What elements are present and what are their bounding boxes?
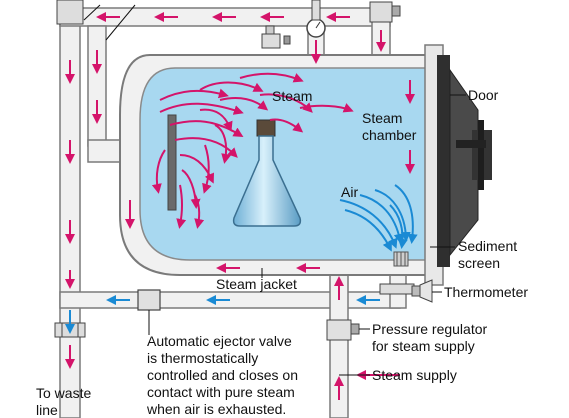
label-sediment-2: screen bbox=[458, 255, 501, 271]
ejector-valve bbox=[138, 290, 160, 310]
label-steam-chamber-2: chamber bbox=[362, 127, 417, 143]
top-left-valve bbox=[57, 0, 83, 24]
top-valve bbox=[262, 26, 290, 48]
label-steam-chamber-1: Steam bbox=[362, 110, 403, 126]
label-waste-1: To waste bbox=[36, 385, 92, 401]
label-ejector-2: is thermostatically bbox=[147, 350, 259, 366]
label-ejector-3: controlled and closes on bbox=[147, 367, 298, 383]
label-ejector-1: Automatic ejector valve bbox=[147, 333, 292, 349]
inner-left-pipe bbox=[88, 26, 106, 146]
label-steam: Steam bbox=[272, 88, 313, 104]
label-door: Door bbox=[468, 87, 499, 103]
label-pressure-1: Pressure regulator bbox=[372, 321, 488, 337]
label-ejector-5: when air is exhausted. bbox=[147, 401, 287, 417]
label-air: Air bbox=[341, 184, 359, 200]
baffle bbox=[168, 115, 176, 210]
label-steam-supply: Steam supply bbox=[372, 367, 457, 383]
label-ejector-4: contact with pure steam bbox=[147, 384, 295, 400]
label-steam-jacket: Steam jacket bbox=[216, 276, 297, 292]
label-pressure-2: for steam supply bbox=[372, 338, 475, 354]
label-waste-2: line bbox=[36, 402, 58, 418]
label-sediment-1: Sediment bbox=[458, 238, 518, 254]
label-thermometer: Thermometer bbox=[444, 284, 529, 300]
pressure-regulator bbox=[327, 320, 359, 340]
top-right-valve bbox=[370, 2, 400, 22]
